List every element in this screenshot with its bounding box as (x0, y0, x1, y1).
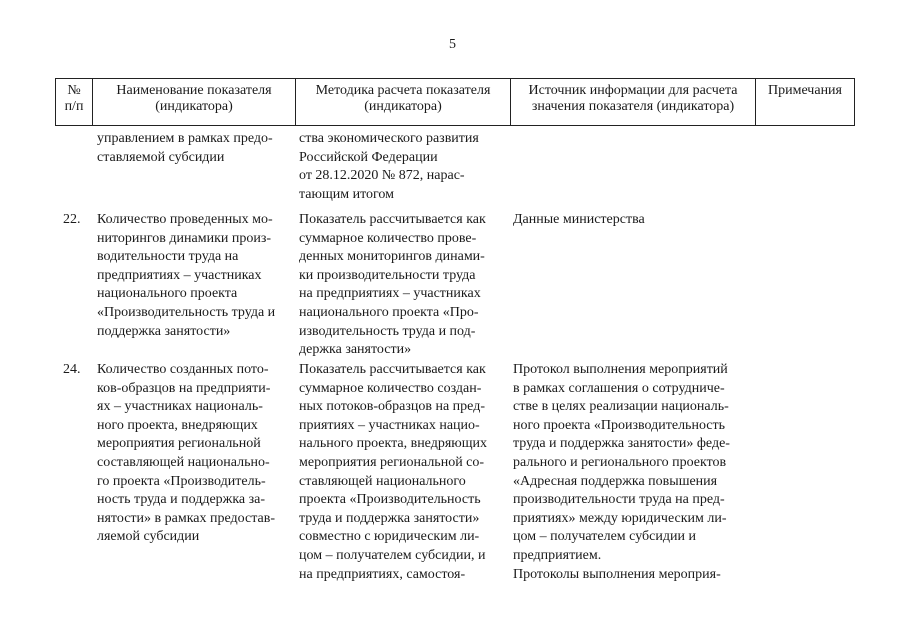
header-information-source: Источник информации для расчета значения показателя (индикатора) (528, 83, 738, 114)
row-24-calculation-method: Показатель рассчитывается как суммарное количество создан- ных потоков-образцов на пред- приятиях – участниках нацио- нального проекта, внедряющих мероприятия региональной со- ставляющей национального проекта «Производительность труда и поддержка занятости» совместно с юридическим ли- цом – получателем субсидии, и на предприятиях, самостоя- (299, 362, 488, 582)
table-border-right (854, 78, 855, 126)
row-22-information-source: Данные министерства (513, 212, 645, 227)
row-22-number: 22. (63, 212, 81, 227)
header-notes: Примечания (767, 83, 842, 98)
row-22-indicator-name: Количество проведенных мо- ниторингов динамики произ- водительности труда на предприятиях – участниках национального проекта «Производительность труда и поддержка занятости» (97, 212, 276, 339)
row-24-number: 24. (63, 362, 81, 377)
row-24-indicator-name: Количество созданных пото- ков-образцов на предприяти- ях – участниках националь- ного проекта, внедряющих мероприятия региональной составляющей национально- го проекта «Производитель- ность труда и поддержка за- нятости» в рамках предостав- ляемой субсидии (97, 362, 276, 545)
table-header-bottom-border (55, 125, 855, 126)
header-calculation-method: Методика расчета показателя (индикатора) (315, 83, 491, 114)
row-cont-indicator-name: управлением в рамках предо- ставляемой субсидии (97, 131, 273, 165)
page-number: 5 (449, 37, 456, 52)
row-22-calculation-method: Показатель рассчитывается как суммарное количество прове- денных мониторингов динами- ки производительности труда на предприятиях – участниках национального проекта «Про- изводительность труда и под- держка занятости» (299, 212, 486, 358)
row-cont-calculation-method: ства экономического развития Российской Федерации от 28.12.2020 № 872, нарас- тающим итогом (299, 131, 479, 202)
row-24-information-source: Протокол выполнения мероприятий в рамках соглашения о сотрудниче- стве в целях реализации националь- ного проекта «Производительность труда и поддержка занятости» феде- рального и регионального проектов «Адресная поддержка повышения производительности труда на пред- приятиях» между юридическим ли- цом – получателем субсидии и предприятием. Протоколы выполнения мероприя- (513, 362, 730, 582)
header-indicator-name: Наименование показателя (индикатора) (116, 83, 272, 114)
header-number: № п/п (64, 83, 84, 114)
table-header-top-border (55, 78, 855, 79)
